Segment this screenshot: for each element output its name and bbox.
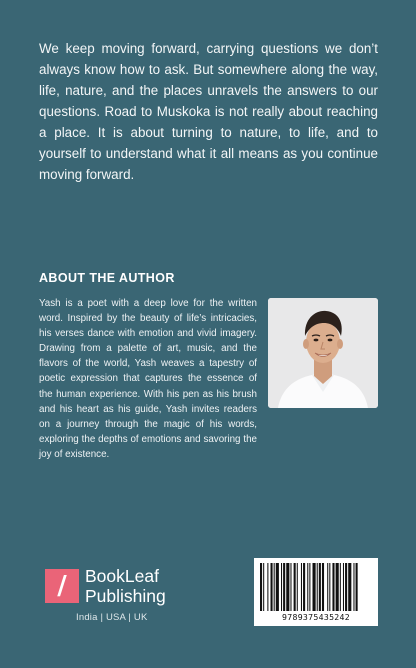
logo-slash-glyph: / [57, 571, 67, 601]
barcode-bar [345, 563, 347, 611]
publisher-name-line2: Publishing [85, 586, 166, 606]
barcode-bar [307, 563, 308, 611]
isbn-number: 9789375435242 [282, 612, 350, 622]
barcode-bar [348, 563, 351, 611]
publisher-name-line1: BookLeaf [85, 566, 159, 586]
barcode-bar [281, 563, 282, 611]
barcode-bar [276, 563, 279, 611]
barcode-bar [343, 563, 344, 611]
barcode-bar [263, 563, 264, 611]
barcode-bar [283, 563, 285, 611]
barcode-bar [267, 563, 268, 611]
barcode-bar [340, 563, 341, 611]
barcode-bar [260, 563, 262, 611]
publisher-regions: India | USA | UK [76, 612, 148, 623]
barcode-bar [327, 563, 328, 611]
barcode-bar [309, 563, 310, 611]
barcode-bar [271, 563, 273, 611]
publisher-name [85, 566, 166, 606]
barcode-bar [274, 563, 275, 611]
barcode-bar [356, 563, 358, 611]
barcode-bar [297, 563, 298, 611]
barcode-bar [322, 563, 324, 611]
about-author-heading: ABOUT THE AUTHOR [39, 271, 175, 285]
barcode-bar [313, 563, 316, 611]
barcode-bar [290, 563, 291, 611]
barcode-bar [317, 563, 318, 611]
barcode-bar [286, 563, 289, 611]
barcode-bar [332, 563, 334, 611]
barcode [254, 558, 378, 626]
barcode-bar [336, 563, 339, 611]
bookleaf-logo-icon [45, 569, 79, 603]
barcode-bar [329, 563, 330, 611]
barcode-bar [353, 563, 354, 611]
barcode-bar [319, 563, 321, 611]
author-photo [268, 298, 378, 408]
barcode-bar [294, 563, 296, 611]
barcode-bar [303, 563, 305, 611]
author-bio: Yash is a poet with a deep love for the written word. Inspired by the beauty of life’s intricacies, his verses dance with emotion and vivid imagery. Drawing from a palette of art, music, and the flavors of the world, Yash weaves a tapestry of poetic expression that captures the essence of the human experience. With his pen as his brush and his heart as his guide, Yash invites readers on a journey through the magic of his words, exploring the depths of emotions and savoring the joy of existence. [39, 298, 257, 460]
barcode-bars [260, 563, 372, 611]
book-blurb: We keep moving forward, carrying questions we don’t always know how to ask. But somewhere along the way, life, nature, and the places unravels the answers to our questions. Road to Muskoka is not really about reaching a place. It is about turning to nature, to life, and to yourself to understand what it all means as you continue moving forward. [39, 41, 378, 182]
barcode-bar [301, 563, 302, 611]
